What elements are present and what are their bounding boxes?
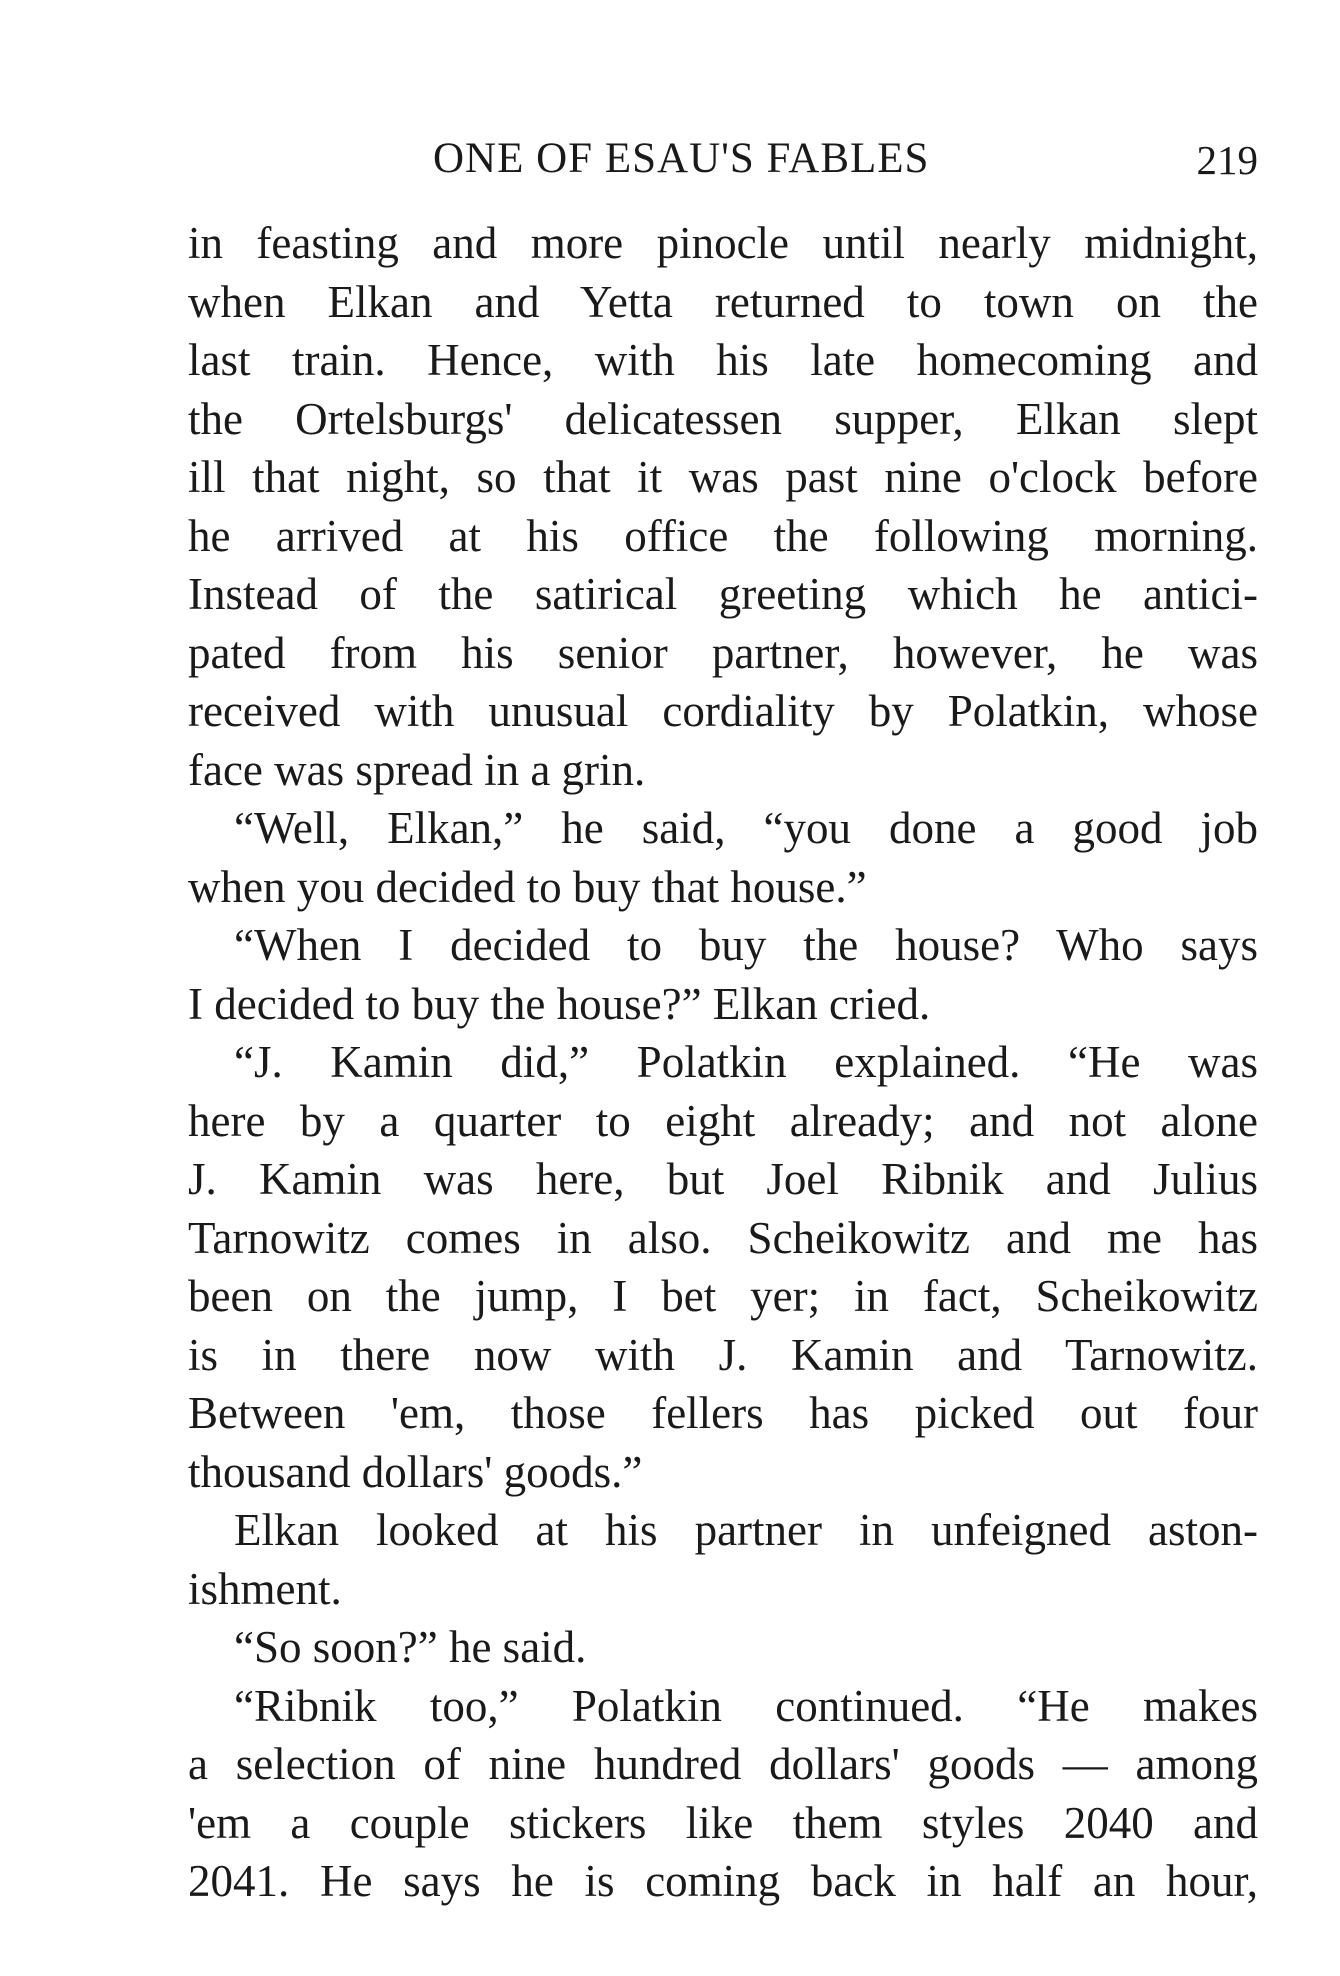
body-text — [188, 214, 1258, 1911]
text-line: is in there now with J. Kamin and Tarnowitz. — [188, 1329, 1258, 1380]
text-line: “Ribnik too,” Polatkin continued. “He makes — [234, 1680, 1258, 1731]
running-head — [188, 134, 1258, 194]
text-line: “When I decided to buy the house? Who says — [234, 920, 1258, 970]
text-line: 2041. He says he is coming back in half an hour, — [188, 1856, 1258, 1906]
text-line: ishment. — [188, 1563, 342, 1614]
text-line: here by a quarter to eight already; and not alone — [188, 1095, 1258, 1146]
text-line: “So soon?” he said. — [234, 1622, 587, 1672]
text-line: “J. Kamin did,” Polatkin explained. “He was — [234, 1037, 1258, 1087]
text-line: he arrived at his office the following morning. — [188, 510, 1258, 561]
text-line: thousand dollars' goods.” — [188, 1446, 643, 1497]
text-line: face was spread in a grin. — [188, 744, 646, 795]
text-line: in feasting and more pinocle until nearly midnight, — [188, 218, 1258, 268]
text-line: pated from his senior partner, however, he was — [188, 627, 1258, 678]
running-title: ONE OF ESAU'S FABLES — [433, 135, 930, 182]
text-line: when Elkan and Yetta returned to town on the — [188, 276, 1258, 327]
text-line: Between 'em, those fellers has picked out four — [188, 1388, 1258, 1438]
text-line: ill that night, so that it was past nine o'clock before — [188, 452, 1258, 502]
text-line: Instead of the satirical greeting which he antici- — [188, 569, 1258, 619]
text-line: received with unusual cordiality by Polatkin, whose — [188, 686, 1258, 736]
text-line: Tarnowitz comes in also. Scheikowitz and me has — [188, 1212, 1258, 1263]
text-line: when you decided to buy that house.” — [188, 861, 867, 912]
text-line: 'em a couple stickers like them styles 2040 and — [188, 1797, 1258, 1848]
text-line: a selection of nine hundred dollars' goods — among — [188, 1739, 1258, 1789]
text-line: J. Kamin was here, but Joel Ribnik and Julius — [188, 1154, 1258, 1204]
text-line: “Well, Elkan,” he said, “you done a good job — [234, 803, 1258, 853]
text-line: the Ortelsburgs' delicatessen supper, Elkan slept — [188, 393, 1258, 444]
text-line: Elkan looked at his partner in unfeigned aston- — [234, 1505, 1258, 1555]
text-line: I decided to buy the house?” Elkan cried. — [188, 978, 931, 1029]
page-number: 219 — [1196, 137, 1258, 183]
text-line: last train. Hence, with his late homecoming and — [188, 335, 1258, 385]
text-line: been on the jump, I bet yer; in fact, Scheikowitz — [188, 1271, 1258, 1321]
